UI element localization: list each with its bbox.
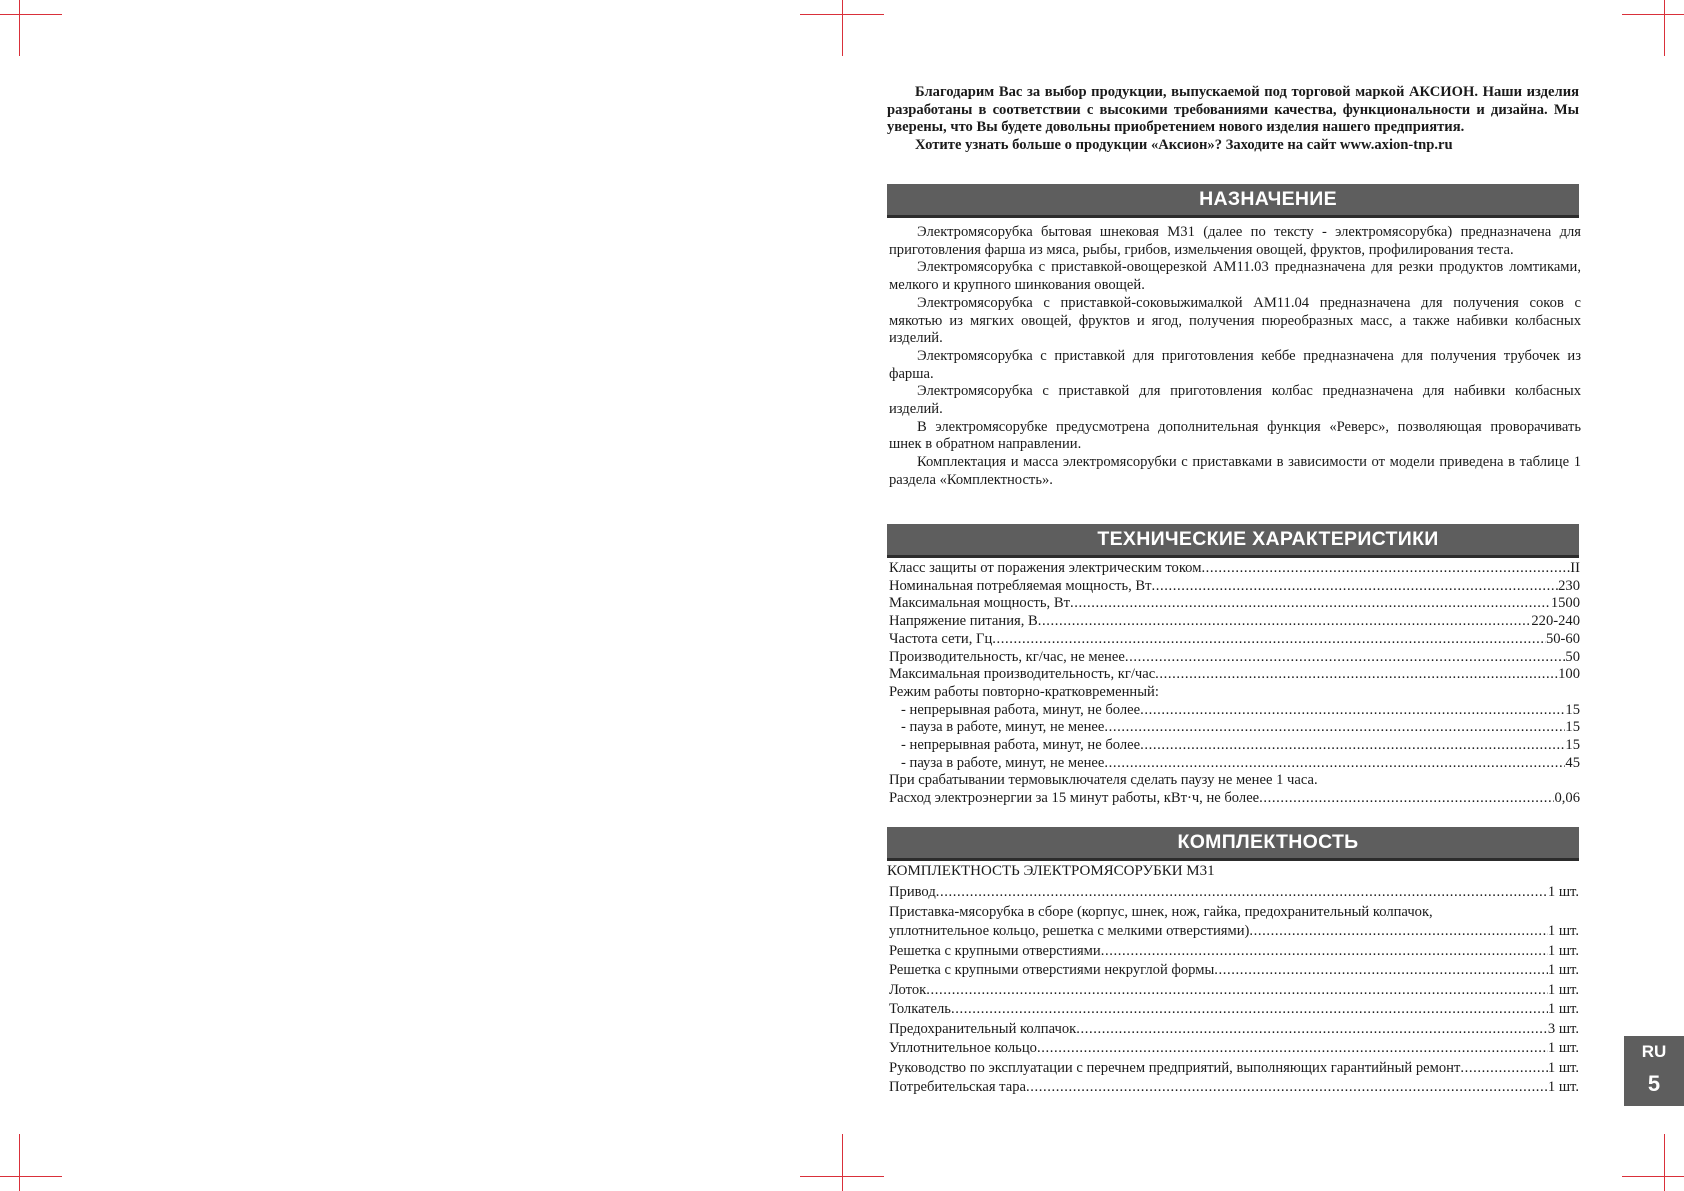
kit-row: Лоток ..... 1 шт. bbox=[889, 981, 1579, 1001]
spec-row: Напряжение питания, В ..... 220-240 bbox=[889, 613, 1580, 631]
intro-website-line: Хотите узнать больше о продукции «Аксион»? Заходите на сайт www.axion-tnp.ru bbox=[915, 136, 1453, 153]
crop-mark bbox=[19, 1134, 20, 1191]
section-header-specs: ТЕХНИЧЕСКИЕ ХАРАКТЕРИСТИКИ bbox=[887, 524, 1579, 558]
intro-text bbox=[887, 84, 1579, 154]
spec-row: - непрерывная работа, минут, не более ..... 15 bbox=[889, 702, 1580, 720]
purpose-paragraph: Электромясорубка с приставкой-овощерезкой АМ11.03 предназначена для резки продуктов ломтиками, мелкого и крупного шинкования овощей. bbox=[889, 259, 1581, 294]
purpose-paragraph: Электромясорубка бытовая шнековая М31 (далее по тексту - электромясорубка) предназначена для приготовления фарша из мяса, рыбы, грибов, измельчения овощей, фруктов, профилирования теста. bbox=[889, 224, 1581, 258]
spec-line: Режим работы повторно-кратковременный: bbox=[889, 683, 1159, 700]
spec-row: Расход электроэнергии за 15 минут работы, кВт·ч, не более ..... 0,06 bbox=[889, 790, 1580, 808]
section-header-purpose: НАЗНАЧЕНИЕ bbox=[887, 184, 1579, 218]
crop-mark bbox=[842, 1134, 843, 1191]
language-label: RU bbox=[1641, 1042, 1667, 1061]
kit-row: Толкатель ..... 1 шт. bbox=[889, 1000, 1579, 1020]
section-header-kit: КОМПЛЕКТНОСТЬ bbox=[887, 827, 1579, 861]
specs-list bbox=[889, 560, 1580, 808]
spec-row: - пауза в работе, минут, не менее ..... 45 bbox=[889, 755, 1580, 773]
kit-row: Решетка с крупными отверстиями некруглой формы ..... 1 шт. bbox=[889, 961, 1579, 981]
kit-row: Уплотнительное кольцо ..... 1 шт. bbox=[889, 1039, 1579, 1059]
language-page-tab bbox=[1624, 1036, 1684, 1106]
spec-row: Номинальная потребляемая мощность, Вт ..... 230 bbox=[889, 578, 1580, 596]
purpose-paragraph: Комплектация и масса электромясорубки с приставками в зависимости от модели приведена в таблице 1 раздела «Комплектность». bbox=[889, 454, 1581, 488]
spec-row: Производительность, кг/час, не менее ..... 50 bbox=[889, 649, 1580, 667]
crop-mark bbox=[0, 1176, 62, 1177]
spec-row: Максимальная производительность, кг/час ..... 100 bbox=[889, 666, 1580, 684]
purpose-paragraph: Электромясорубка с приставкой для приготовления кеббе предназначена для получения трубочек из фарша. bbox=[889, 347, 1581, 382]
crop-mark bbox=[1664, 1134, 1665, 1191]
crop-mark bbox=[1664, 0, 1665, 56]
spec-row: Максимальная мощность, Вт ..... 1500 bbox=[889, 595, 1580, 613]
crop-mark bbox=[19, 0, 20, 56]
kit-row: Руководство по эксплуатации с перечнем предприятий, выполняющих гарантийный ремонт ..... 1 шт. bbox=[889, 1059, 1579, 1079]
purpose-text bbox=[889, 224, 1581, 490]
spec-line: При срабатывании термовыключателя сделать паузу не менее 1 часа. bbox=[889, 772, 1318, 789]
intro-paragraph: Благодарим Вас за выбор продукции, выпускаемой под торговой маркой АКСИОН. Наши изделия разработаны в соответствии с высокими требованиями качества, функциональности и дизайна. Мы уверены, что Вы будете довольны приобретением нового изделия нашего предприятия. bbox=[887, 84, 1579, 136]
crop-mark bbox=[0, 14, 62, 15]
spec-row: Класс защиты от поражения электрическим током ..... II bbox=[889, 560, 1580, 578]
page-number: 5 bbox=[1647, 1071, 1661, 1096]
kit-list bbox=[889, 883, 1579, 1098]
spec-row: Частота сети, Гц ..... 50-60 bbox=[889, 631, 1580, 649]
purpose-paragraph: Электромясорубка с приставкой-соковыжималкой АМ11.04 предназначена для получения соков с мякотью из мягких овощей, фруктов и ягод, получения пюреобразных масс, а также набивки колбасных изделий. bbox=[889, 294, 1581, 347]
kit-line: Приставка-мясорубка в сборе (корпус, шнек, нож, гайка, предохранительный колпачок, bbox=[889, 903, 1433, 920]
kit-row: Решетка с крупными отверстиями ..... 1 шт. bbox=[889, 942, 1579, 962]
crop-mark bbox=[1622, 14, 1684, 15]
kit-row: Предохранительный колпачок ..... 3 шт. bbox=[889, 1020, 1579, 1040]
crop-mark bbox=[842, 0, 843, 56]
purpose-paragraph: В электромясорубке предусмотрена дополнительная функция «Реверс», позволяющая проворачивать шнек в обратном направлении. bbox=[889, 418, 1581, 453]
kit-row: Привод ..... 1 шт. bbox=[889, 883, 1579, 903]
kit-row: уплотнительное кольцо, решетка с мелкими отверстиями) ..... 1 шт. bbox=[889, 922, 1579, 942]
spec-row: - непрерывная работа, минут, не более ..... 15 bbox=[889, 737, 1580, 755]
kit-row: Потребительская тара ..... 1 шт. bbox=[889, 1078, 1579, 1098]
crop-mark bbox=[1622, 1176, 1684, 1177]
purpose-paragraph: Электромясорубка с приставкой для приготовления колбас предназначена для набивки колбасных изделий. bbox=[889, 383, 1581, 418]
kit-subtitle: КОМПЛЕКТНОСТЬ ЭЛЕКТРОМЯСОРУБКИ М31 bbox=[887, 863, 1215, 879]
spec-row: - пауза в работе, минут, не менее ..... 15 bbox=[889, 719, 1580, 737]
